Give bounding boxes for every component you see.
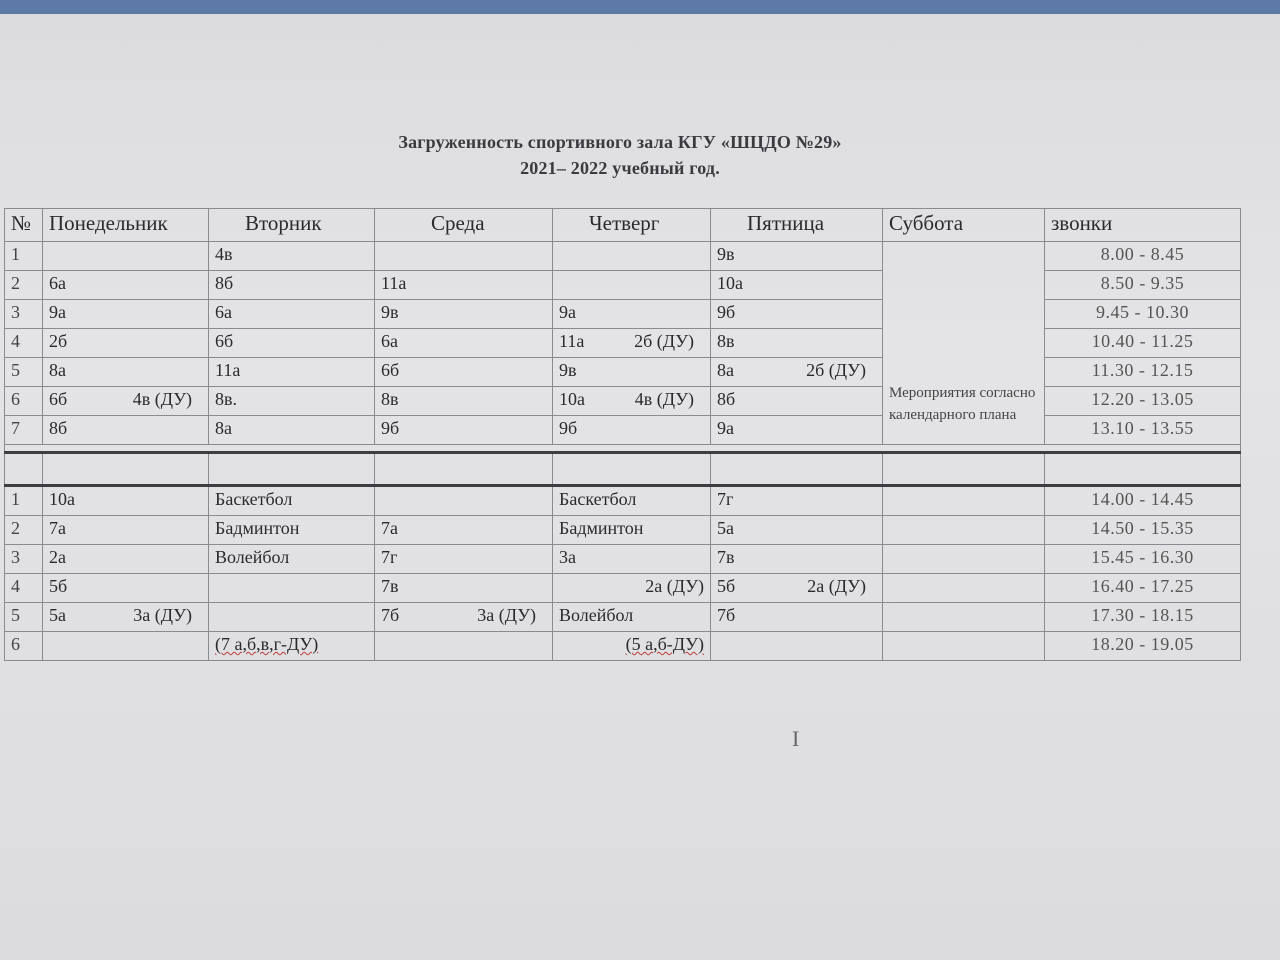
header-tuesday: Вторник xyxy=(209,209,375,242)
document-title: Загруженность спортивного зала КГУ «ШЦДО №29» xyxy=(398,132,842,152)
table-row: 2 7а Бадминтон 7а Бадминтон 5а 14.50 - 15.35 xyxy=(5,516,1241,545)
shift-separator xyxy=(5,445,1241,453)
saturday-note: Мероприятия согласно календарного плана xyxy=(889,385,1036,423)
header-thursday: Четверг xyxy=(553,209,711,242)
text-cursor-icon: I xyxy=(792,726,800,751)
header-bells: звонки xyxy=(1045,209,1241,242)
table-row: 4 2б 6б 6а 11а 2б (ДУ) 8в 10.40 - 11.25 xyxy=(5,329,1241,358)
header-monday: Понедельник xyxy=(43,209,209,242)
schedule-table xyxy=(4,208,1241,661)
header-friday: Пятница xyxy=(711,209,883,242)
table-row: 1 10а Баскетбол Баскетбол 7г 14.00 - 14.45 xyxy=(5,486,1241,516)
table-row: 5 5а 3а (ДУ) 7б 3а (ДУ) Волейбол 7б 17.30 - 18.15 xyxy=(5,603,1241,632)
header-number: № xyxy=(5,209,43,242)
table-row: 6 (7 а,б,в,г-ДУ) (5 а,б-ДУ) 18.20 - 19.05 xyxy=(5,632,1241,661)
table-row: 4 5б 7в 2а (ДУ) 5б 2а (ДУ) 16.40 - 17.25 xyxy=(5,574,1241,603)
table-row: 3 9а 6а 9в 9а 9б 9.45 - 10.30 xyxy=(5,300,1241,329)
table-row: 7 8б 8а 9б 9б 9а 13.10 - 13.55 xyxy=(5,416,1241,445)
table-row: 3 2а Волейбол 7г 3а 7в 15.45 - 16.30 xyxy=(5,545,1241,574)
window-top-bar xyxy=(0,0,1280,14)
header-wednesday: Среда xyxy=(375,209,553,242)
table-row: 1 4в 9в Мероприятия согласно календарного плана 8.00 - 8.45 xyxy=(5,242,1241,271)
table-row: 5 8а 11а 6б 9в 8а 2б (ДУ) 11.30 - 12.15 xyxy=(5,358,1241,387)
header-row xyxy=(5,209,1241,242)
table-row: 2 6а 8б 11а 10а 8.50 - 9.35 xyxy=(5,271,1241,300)
table-row: 6 6б 4в (ДУ) 8в. 8в 10а 4в (ДУ) 8б 12.20 - 13.05 xyxy=(5,387,1241,416)
blank-row xyxy=(5,453,1241,486)
saturday-cell xyxy=(883,242,1045,445)
document-subtitle: 2021– 2022 учебный год. xyxy=(520,158,720,178)
header-saturday: Суббота xyxy=(883,209,1045,242)
